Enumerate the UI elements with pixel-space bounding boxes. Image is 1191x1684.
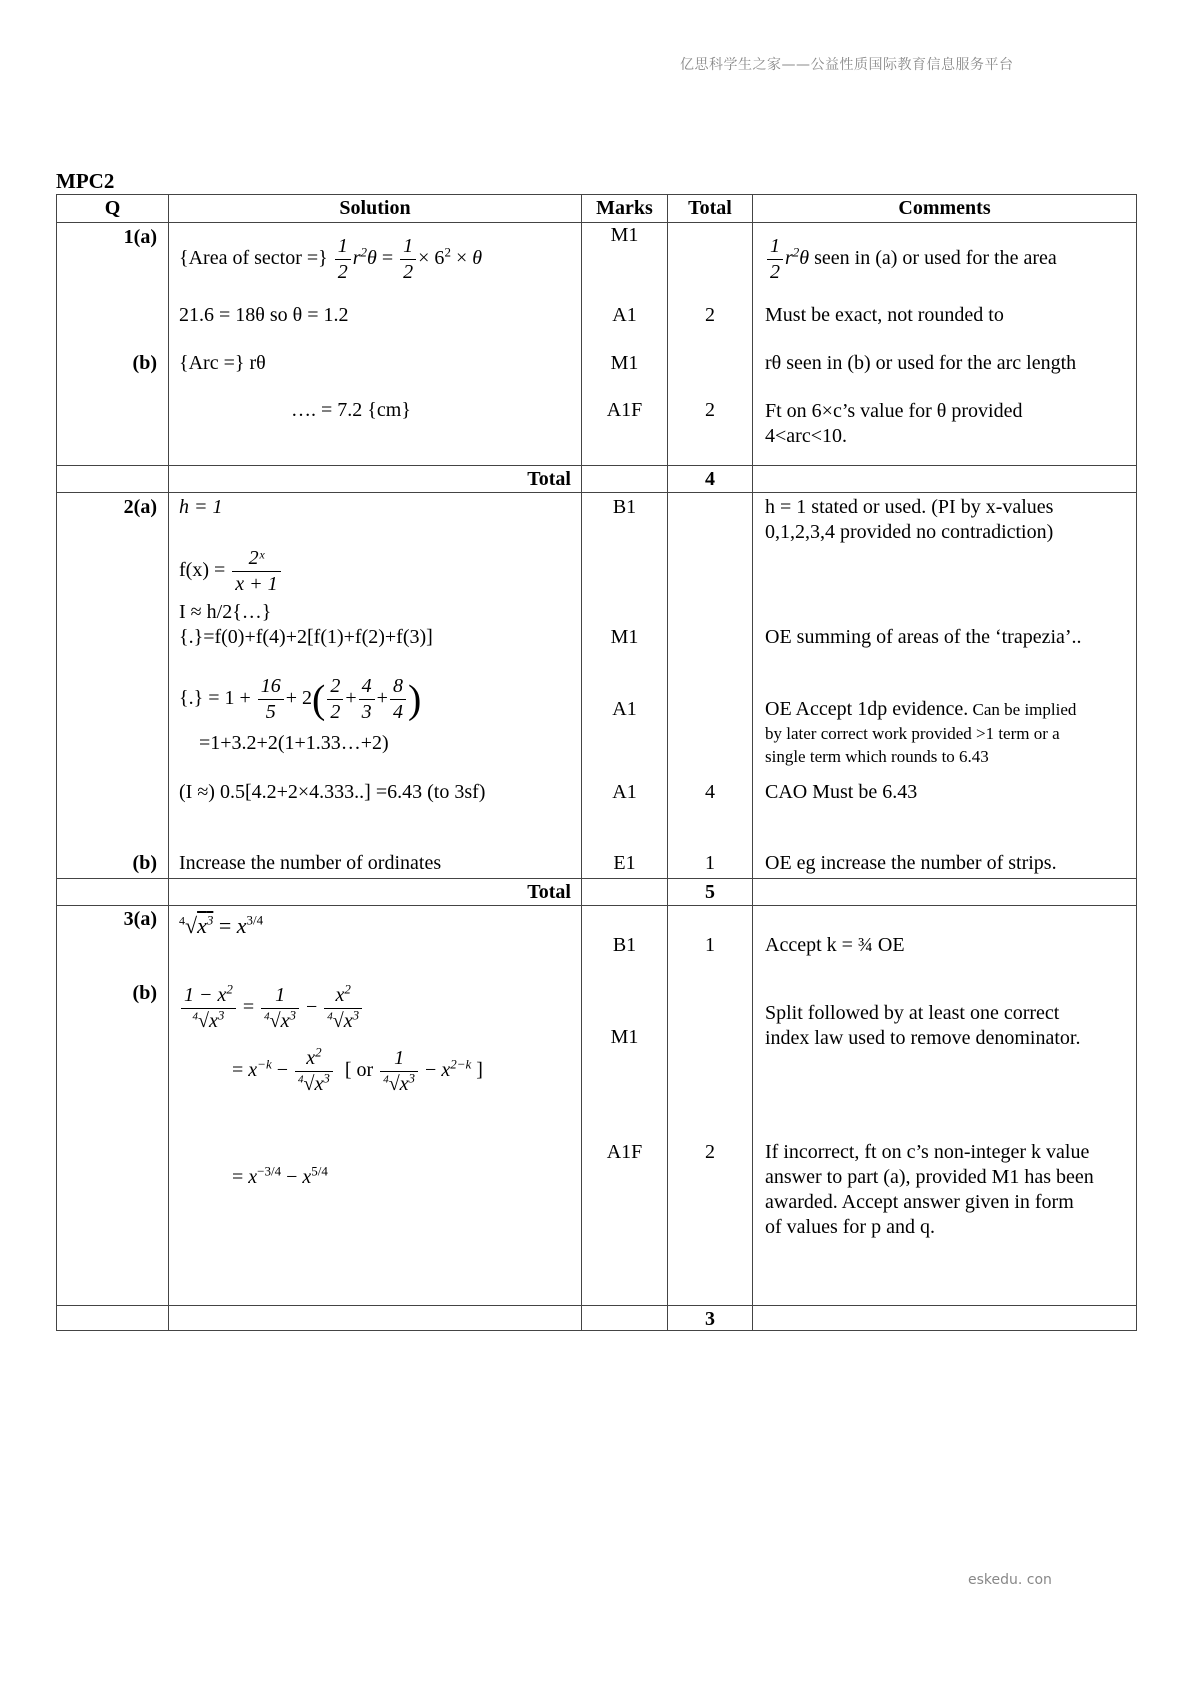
q2b-line: Increase the number of ordinates [179, 852, 442, 874]
header-comments: Comments [898, 197, 991, 219]
q1a-m1-comment: $\frac{1}{2}$ $r^2\theta$ seen in (a) or used for the area [765, 228, 1057, 288]
q1a-area-formula: {Area of sector =} $\frac{1}{2}$ $r^2\theta$ = $\frac{1}{2}$ × $6^2 \times \theta$ [179, 234, 483, 283]
q2b-e1-comment: OE eg increase the number of strips. [765, 852, 1057, 874]
q3b-a1f-comment-4: of values for p and q. [765, 1216, 935, 1238]
paper-title: MPC2 [56, 169, 115, 193]
q3b-a1f-comment-1: If incorrect, ft on c’s non-integer k value [765, 1141, 1090, 1163]
q3a-label: 3(a) [123, 908, 157, 930]
q2a-brace-expression: {.} = 1 + $\frac{16}{5}$ + 2( $\frac{2}{2}$ + $\frac{4}{3}$ + $\frac{8}{4}$ ) [179, 674, 422, 723]
q1b-mark-m1: M1 [610, 352, 639, 374]
q1a-mark-m1: M1 [610, 224, 639, 246]
q3b-label: (b) [132, 982, 157, 1004]
q2a-brace-label: {.} = 1 + [179, 687, 251, 709]
q2a-sum: {.}=f(0)+f(4)+2[f(1)+f(2)+f(3)] [179, 626, 433, 648]
q2b-total: 1 [705, 852, 715, 874]
q2a-mark-b1: B1 [612, 496, 637, 518]
q2b-mark-e1: E1 [613, 852, 636, 874]
q2a-mark-m1: M1 [610, 626, 639, 648]
q3-total-value: 3 [705, 1308, 715, 1330]
q3a-mark-b1: B1 [612, 934, 637, 956]
q2a-fx [179, 540, 283, 600]
q2a-fx-label: f(x) = [179, 559, 226, 581]
q2a-m1-comment: OE summing of areas of the ‘trapezia’.. [765, 626, 1082, 648]
footer-url: eskedu. con [968, 1572, 1052, 1588]
q3b-m1-comment-1: Split followed by at least one correct [765, 1002, 1060, 1024]
q1-total-value: 4 [705, 468, 715, 490]
q2a-a1-comment-line1 [765, 697, 1076, 722]
q1a-area-prefix: {Area of sector =} [179, 247, 328, 269]
header-solution: Solution [339, 197, 411, 219]
q2-total-value: 5 [705, 881, 715, 903]
q2a-fx-numerator: 2ˣ [232, 546, 280, 572]
q2a-a1-comment-1: OE Accept 1dp evidence. [765, 698, 969, 720]
q2a-a1-comment-4: single term which rounds to 6.43 [765, 747, 989, 766]
q1b-label: (b) [132, 352, 157, 374]
mark-scheme-table [56, 194, 1137, 1331]
q3b-step2: = $x^{-k}$ − $\frac{x^2}{^4√x^3}$ [ or $\frac{1}{^4√x^3}$ − $x^{2-k}$ ] [232, 1044, 483, 1095]
q3b-split: $\frac{1 - x^2}{^4√x^3}$ = $\frac{1}{^4√x^3}$ − $\frac{x^2}{^4√x^3}$ [179, 977, 364, 1037]
header-total: Total [688, 197, 732, 219]
q2-total-label: Total [527, 881, 571, 903]
q3b-m1-comment-2: index law used to remove denominator. [765, 1027, 1081, 1049]
header-site-text: 亿思科学生之家——公益性质国际教育信息服务平台 [680, 57, 1014, 73]
q1b-arc-value: …. = 7.2 {cm} [291, 399, 411, 421]
q1b-m1-comment: rθ seen in (b) or used for the arc length [765, 352, 1077, 374]
q2a-b1-comment-2: 0,1,2,3,4 provided no contradiction) [765, 521, 1054, 543]
q1b-total: 2 [705, 399, 715, 421]
header-marks: Marks [596, 197, 653, 219]
q3b-final: = $x^{-3/4} - x^{5/4}$ [232, 1163, 328, 1188]
q2a-mark-a1b: A1 [612, 781, 637, 803]
q2a-label: 2(a) [123, 496, 157, 518]
q2a-b1-comment-1: h = 1 stated or used. (PI by x-values [765, 496, 1054, 518]
q3a-expression: $^4√x^3 = x^{3/4}$ [179, 912, 264, 938]
q2b-label: (b) [132, 852, 157, 874]
q3a-total: 1 [705, 934, 715, 956]
q1b-a1f-comment-2: 4<arc<10. [765, 425, 847, 447]
q1a-m1-comment-text: seen in (a) or used for the area [809, 247, 1057, 269]
q1a-label: 1(a) [123, 226, 157, 248]
q3b-mark-m1: M1 [610, 1026, 639, 1048]
q2a-fx-denominator: x + 1 [235, 572, 278, 595]
q1a-mark-a1: A1 [612, 304, 637, 326]
q2a-a1b-comment: CAO Must be 6.43 [765, 781, 918, 803]
q2a-a1-comment-2: Can be implied [968, 700, 1077, 719]
q1b-mark-a1f: A1F [606, 399, 643, 421]
q3b-total: 2 [705, 1141, 715, 1163]
q3b-mark-a1f: A1F [606, 1141, 643, 1163]
q1a-total: 2 [705, 304, 715, 326]
header-q: Q [104, 197, 121, 219]
q2a-eval-line: =1+3.2+2(1+1.33…+2) [199, 732, 389, 754]
q2a-approx: I ≈ h/2{…} [179, 601, 272, 623]
q3a-b1-comment: Accept k = ¾ OE [765, 934, 905, 956]
q2a-total: 4 [705, 781, 715, 803]
q1a-a1-comment: Must be exact, not rounded to [765, 304, 1004, 326]
q3b-a1f-comment-3: awarded. Accept answer given in form [765, 1191, 1074, 1213]
q3b-or-text: [ or [344, 1059, 374, 1081]
q2a-final-line: (I ≈) 0.5[4.2+2×4.333..] =6.43 (to 3sf) [179, 781, 486, 803]
q3b-a1f-comment-2: answer to part (a), provided M1 has been [765, 1166, 1094, 1188]
q2a-a1-comment-3: by later correct work provided >1 term or a [765, 724, 1060, 743]
q1b-a1f-comment-1: Ft on 6×c’s value for θ provided [765, 400, 1023, 422]
q1-total-label: Total [527, 468, 571, 490]
q1b-arc: {Arc =} rθ [179, 352, 266, 374]
q1a-line2: 21.6 = 18θ so θ = 1.2 [179, 304, 349, 326]
q2a-h: h = 1 [179, 496, 223, 518]
q2a-mark-a1: A1 [612, 698, 637, 720]
